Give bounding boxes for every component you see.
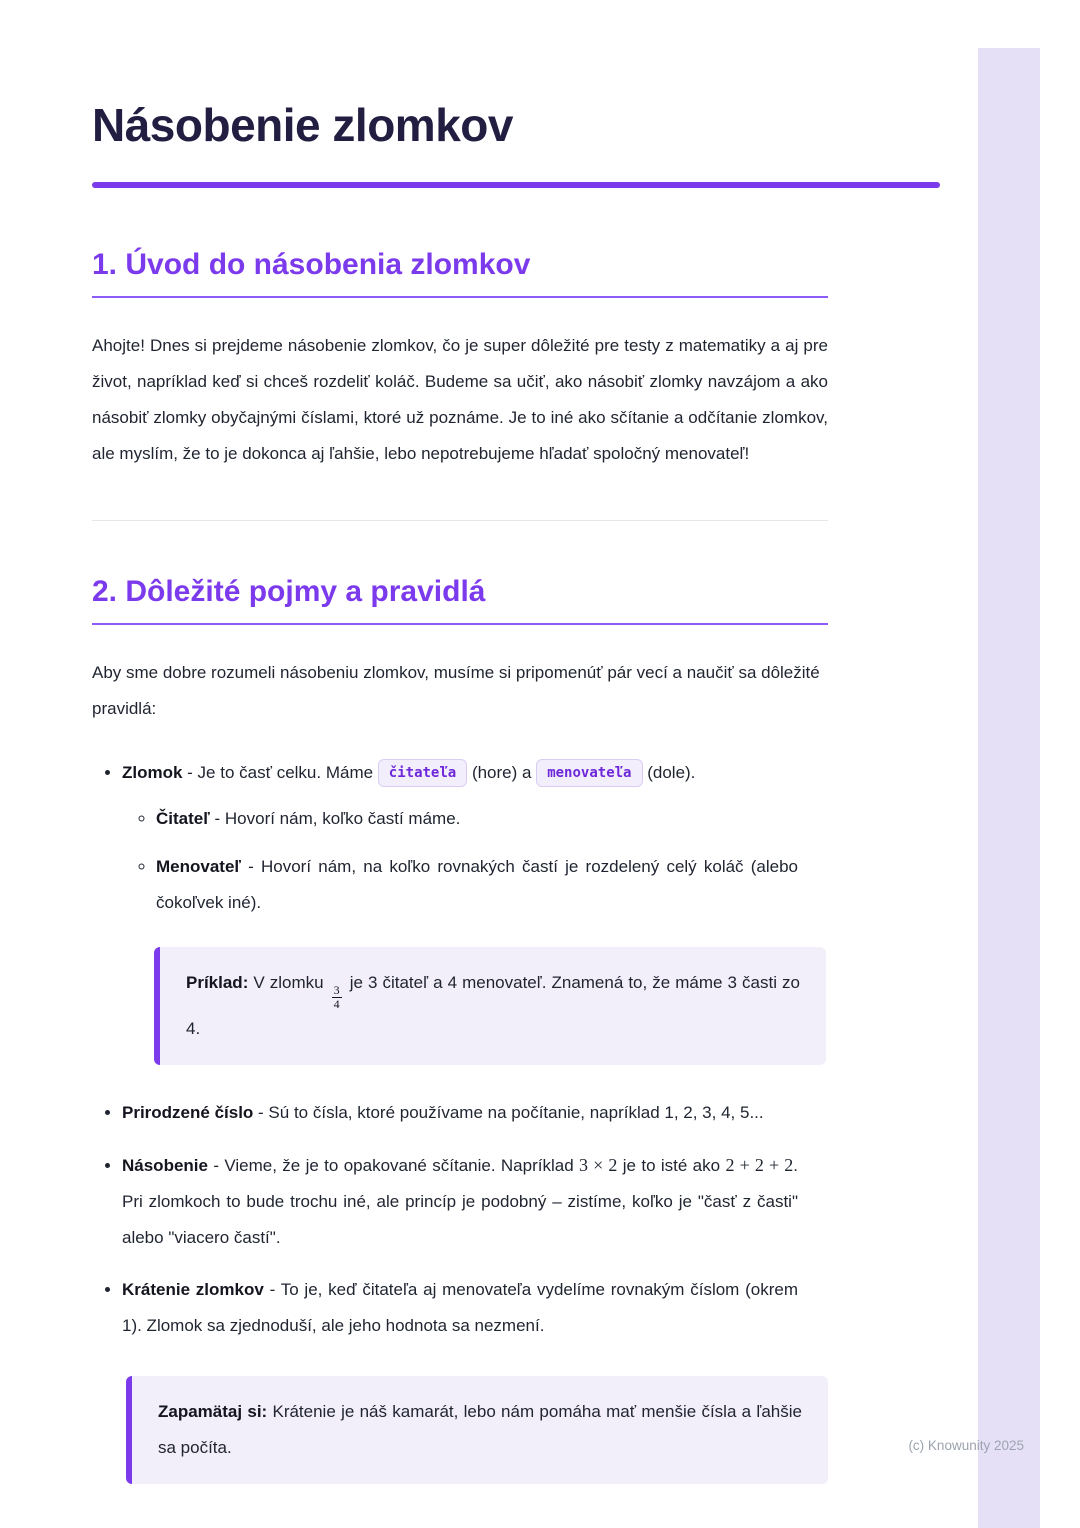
copyright-credit: (c) Knowunity 2025: [908, 1438, 1024, 1453]
term-menovatel: Menovateľ: [156, 857, 241, 876]
list-item-prirodzene-cislo: [122, 1095, 798, 1131]
code-chip-citatela: čitateľa: [378, 759, 467, 787]
term-zlomok: Zlomok: [122, 763, 183, 782]
text-segment: . Pri zlomkoch to bude trochu iné, ale princíp je podobný – zistíme, koľko je "časť z časti" alebo "viacero častí".: [122, 1156, 798, 1248]
text-segment: - Vieme, že je to opakované sčítanie. Napríklad: [207, 1156, 580, 1176]
list-item-kratenie: [122, 1272, 798, 1344]
page-title: Násobenie zlomkov: [92, 99, 513, 151]
section2-intro: Aby sme dobre rozumeli násobeniu zlomkov, musíme si pripomenúť pár vecí a naučiť sa dôležité pravidlá:: [92, 663, 820, 718]
term-kratenie: Krátenie zlomkov: [122, 1280, 264, 1300]
text-segment: - Sú to čísla, ktoré používame na počítanie, napríklad 1, 2, 3, 4, 5...: [253, 1103, 764, 1123]
text-segment: - Hovorí nám, koľko častí máme.: [209, 809, 461, 828]
section1-paragraph: Ahojte! Dnes si prejdeme násobenie zlomkov, čo je super dôležité pre testy z matematiky a aj pre život, napríklad keď si chceš rozdeliť koláč. Budeme sa učiť, ako násobiť zlomky navzájom a ako násobiť zlomky obyčajnými číslami, ktoré už poznáme. Je to iné ako sčítanie a odčítanie zlomkov, ale myslím, že to je dokonca aj ľahšie, lebo nepotrebujeme hľadať spoločný menovateľ!: [92, 336, 828, 463]
callout-label: Príklad:: [186, 973, 249, 992]
text-segment: (hore) a: [467, 763, 537, 782]
code-chip-menovatela: menovateľa: [536, 759, 642, 787]
example-callout: [154, 947, 826, 1065]
text-segment: je to isté ako: [617, 1156, 726, 1176]
list-item-citatel: [156, 801, 798, 837]
section1-heading: 1. Úvod do násobenia zlomkov: [92, 248, 828, 298]
fraction-denominator: 4: [333, 997, 340, 1012]
term-citatel: Čitateľ: [156, 809, 210, 828]
fraction-three-quarters: [332, 984, 342, 1011]
text-segment: - Hovorí nám, na koľko rovnakých častí je rozdelený celý koláč (alebo čokoľvek iné).: [156, 857, 798, 912]
section-divider: [92, 520, 828, 521]
text-segment: (dole).: [642, 763, 696, 782]
math-expression: 2 + 2 + 2: [725, 1155, 794, 1176]
math-expression: 3 × 2: [579, 1155, 618, 1176]
remember-callout: [126, 1376, 828, 1484]
terms-list: [92, 755, 798, 1344]
text-segment: - To je, keď čitateľa aj menovateľa vydelíme rovnakým číslom (okrem 1). Zlomok sa zjednoduší, ale jeho hodnota sa nezmení.: [122, 1280, 798, 1336]
text-segment: Krátenie je náš kamarát, lebo nám pomáha mať menšie čísla a ľahšie sa počíta.: [158, 1402, 802, 1458]
sub-terms-list: [122, 801, 798, 921]
term-nasobenie: Násobenie: [122, 1156, 208, 1176]
text-segment: je 3 čitateľ a 4 menovateľ. Znamená to, že máme 3 časti zo 4.: [186, 973, 800, 1039]
list-item-zlomok: [122, 755, 798, 1065]
text-segment: V zlomku: [248, 973, 329, 992]
list-item-menovatel: [156, 849, 798, 921]
callout-label: Zapamätaj si:: [158, 1402, 268, 1422]
section2-heading: 2. Dôležité pojmy a pravidlá: [92, 575, 828, 625]
text-segment: - Je to časť celku. Máme: [182, 763, 378, 782]
list-item-nasobenie: [122, 1147, 798, 1256]
side-strip: [978, 48, 1040, 1528]
fraction-numerator: 3: [333, 983, 340, 997]
title-underline-bar: [92, 182, 940, 188]
term-prirodzene-cislo: Prirodzené číslo: [122, 1103, 254, 1123]
